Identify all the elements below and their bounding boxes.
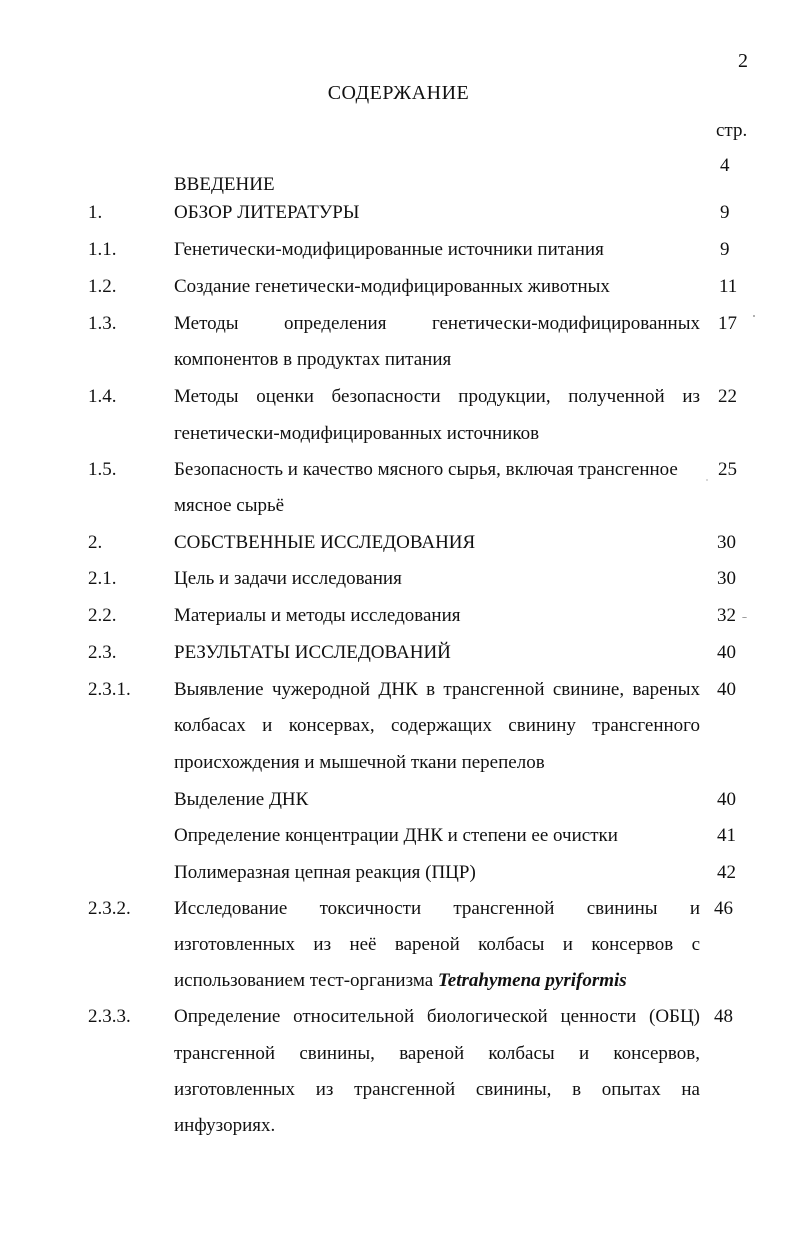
- toc-entry-2-3-1-line-3: происхождения и мышечной ткани перепелов: [174, 752, 545, 773]
- toc-entry-1-1-title: Генетически-модифицированные источники питания: [174, 239, 604, 260]
- toc-entry-2-3-2-species-name: Tetrahymena pyriformis: [437, 970, 627, 991]
- toc-entry-2-1-title: Цель и задачи исследования: [174, 568, 402, 589]
- toc-subentry-dna-concentration: Определение концентрации ДНК и степени ее очистки: [174, 825, 618, 846]
- toc-entry-2-3-page: 40: [717, 642, 736, 663]
- toc-subentry-dna-concentration-page: 41: [717, 825, 736, 846]
- toc-entry-2-3-1-line-2: колбасах и консервах, содержащих свинину трансгенного: [174, 715, 700, 736]
- toc-entry-2-3-2-line-2: изготовленных из неё вареной колбасы и консервов с: [174, 934, 700, 955]
- toc-entry-2-3-title: РЕЗУЛЬТАТЫ ИССЛЕДОВАНИЙ: [174, 642, 451, 663]
- toc-entry-2-3-3-line-3: изготовленных из трансгенной свинины, в опытах на: [174, 1079, 700, 1100]
- toc-entry-2-3-3-line-1: Определение относительной биологической ценности (ОБЦ): [174, 1006, 700, 1027]
- toc-entry-intro-page: 4: [720, 155, 730, 176]
- toc-entry-1-3-page: 17: [718, 313, 737, 334]
- toc-entry-1-4-line-2: генетически-модифицированных источников: [174, 423, 540, 444]
- toc-entry-2-2-title: Материалы и методы исследования: [174, 605, 461, 626]
- toc-subentry-dna-extraction-page: 40: [717, 789, 736, 810]
- toc-entry-1-page: 9: [720, 202, 730, 223]
- toc-entry-2-1-number: 2.1.: [88, 568, 117, 589]
- toc-entry-2-3-3-line-4: инфузориях.: [174, 1115, 276, 1136]
- toc-entry-1-2-title: Создание генетически-модифицированных животных: [174, 276, 610, 297]
- toc-entry-1-4-line-1: Методы оценки безопасности продукции, полученной из: [174, 386, 700, 407]
- toc-entry-2-3-1-page: 40: [717, 679, 736, 700]
- scan-mark: [706, 479, 708, 481]
- toc-subentry-pcr: Полимеразная цепная реакция (ПЦР): [174, 862, 476, 883]
- toc-entry-intro-title: ВВЕДЕНИЕ: [174, 174, 275, 195]
- toc-entry-1-1-page: 9: [720, 239, 730, 260]
- page-column-label: стр.: [716, 120, 748, 141]
- toc-entry-1-3-number: 1.3.: [88, 313, 117, 334]
- toc-entry-2-3-3-number: 2.3.3.: [88, 1006, 131, 1027]
- page-title: СОДЕРЖАНИЕ: [327, 82, 470, 104]
- toc-entry-2-3-number: 2.3.: [88, 642, 117, 663]
- toc-entry-1-4-page: 22: [718, 386, 737, 407]
- toc-entry-1-4-number: 1.4.: [88, 386, 117, 407]
- toc-entry-2-3-2-line-3-text: использованием тест-организма: [174, 970, 434, 991]
- toc-entry-2-3-2-number: 2.3.2.: [88, 898, 131, 919]
- toc-entry-2-number: 2.: [88, 532, 103, 553]
- toc-entry-1-5-line-1: Безопасность и качество мясного сырья, включая трансгенное: [174, 459, 678, 480]
- toc-entry-2-2-page: 32: [717, 605, 736, 626]
- toc-entry-1-5-page: 25: [718, 459, 737, 480]
- scan-mark: [742, 617, 747, 618]
- scan-mark: [753, 315, 755, 317]
- toc-entry-1-3-line-1: Методы определения генетически-модифицированных: [174, 313, 700, 334]
- page-number: 2: [738, 50, 748, 72]
- toc-entry-2-3-2-line-1: Исследование токсичности трансгенной свинины и: [174, 898, 700, 919]
- toc-entry-2-3-2-line-3: [174, 970, 627, 992]
- toc-entry-1-5-number: 1.5.: [88, 459, 117, 480]
- toc-subentry-pcr-page: 42: [717, 862, 736, 883]
- toc-entry-2-3-1-number: 2.3.1.: [88, 679, 131, 700]
- toc-subentry-dna-extraction: Выделение ДНК: [174, 789, 309, 810]
- toc-entry-2-3-1-line-1: Выявление чужеродной ДНК в трансгенной свинине, вареных: [174, 679, 700, 700]
- toc-entry-2-3-2-page: 46: [714, 898, 733, 919]
- toc-entry-2-2-number: 2.2.: [88, 605, 117, 626]
- toc-entry-2-title: СОБСТВЕННЫЕ ИССЛЕДОВАНИЯ: [174, 532, 476, 553]
- toc-entry-1-title: ОБЗОР ЛИТЕРАТУРЫ: [174, 202, 360, 223]
- toc-entry-1-number: 1.: [88, 202, 103, 223]
- toc-entry-1-3-line-2: компонентов в продуктах питания: [174, 349, 452, 370]
- toc-entry-2-3-3-line-2: трансгенной свинины, вареной колбасы и консервов,: [174, 1043, 700, 1064]
- toc-entry-1-2-page: 11: [719, 276, 738, 297]
- toc-entry-2-page: 30: [717, 532, 736, 553]
- toc-entry-1-1-number: 1.1.: [88, 239, 117, 260]
- toc-entry-2-3-3-page: 48: [714, 1006, 733, 1027]
- toc-entry-1-5-line-2: мясное сырьё: [174, 495, 285, 516]
- toc-entry-1-2-number: 1.2.: [88, 276, 117, 297]
- toc-entry-2-1-page: 30: [717, 568, 736, 589]
